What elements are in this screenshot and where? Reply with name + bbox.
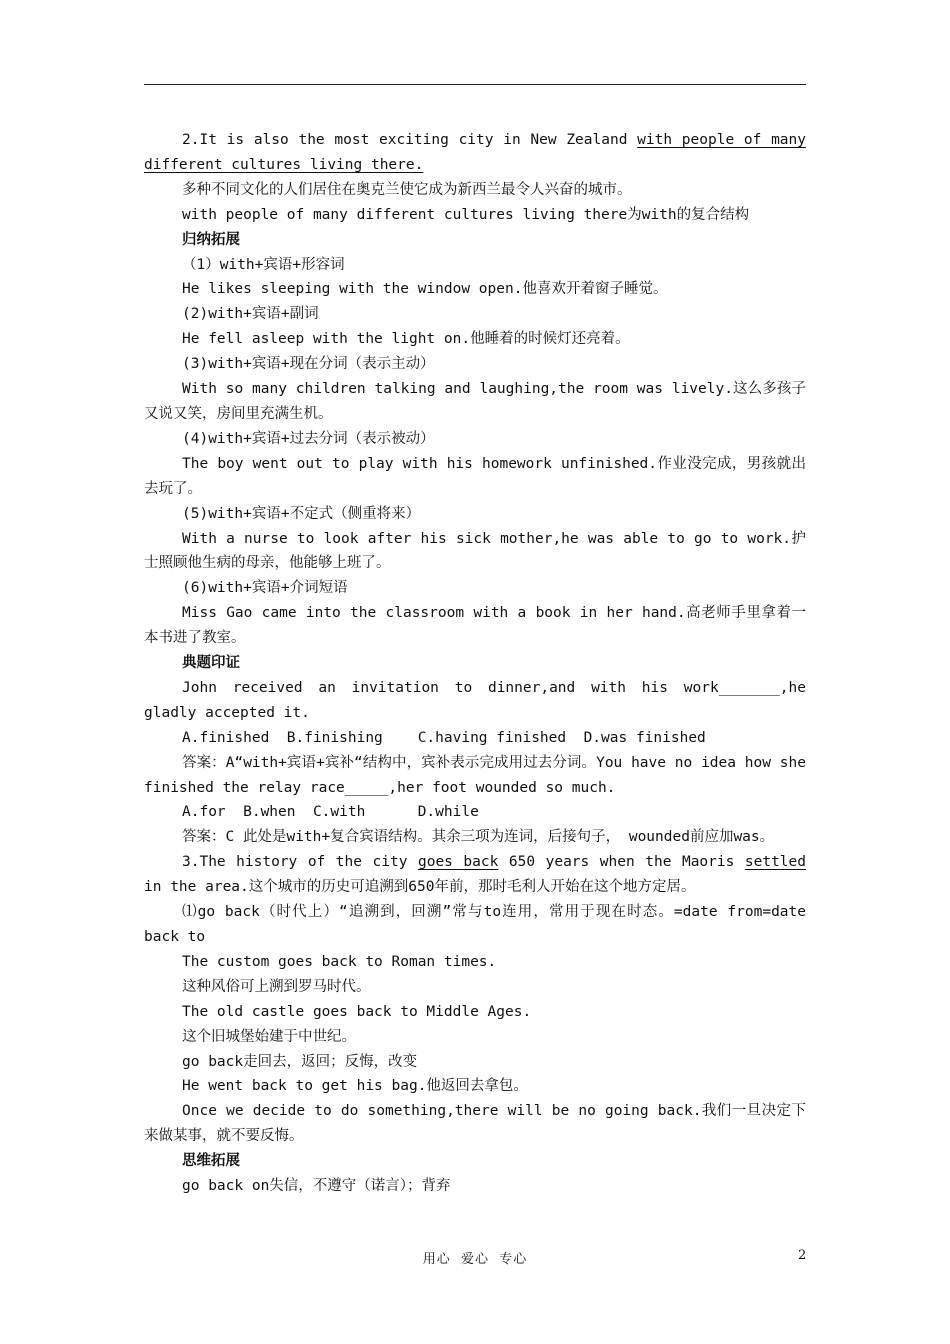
item-label: (6)with+宾语+介词短语 [182,580,348,597]
header-rule [144,84,806,85]
underlined-phrase: settled [744,854,806,871]
item-example: Miss Gao came into the classroom with a book in her hand.高老师手里拿着一本书进了教室。 [144,605,806,647]
example-2: The old castle goes back to Middle Ages. [182,1003,532,1020]
section2-sentence [144,128,806,178]
page-footer [0,1242,950,1266]
item-label: (4)with+宾语+过去分词（表示被动） [182,430,435,447]
page-number: 2 [798,1248,807,1263]
summary-heading: 归纳拓展 [182,231,240,248]
footer-motto: 用心 爱心 专心 [422,1252,528,1267]
section3-sentence [144,850,806,900]
point-3: go back on失信，不遵守（诺言）；背弃 [182,1178,451,1195]
item-label: (2)with+宾语+副词 [182,306,319,323]
section2-translation: 多种不同文化的人们居住在奥克兰使它成为新西兰最令人兴奋的城市。 [182,181,632,198]
underlined-phrase: goes back [417,854,499,871]
example-1: The custom goes back to Roman times. [182,953,497,970]
point-1: ⑴go back（时代上）“追溯到，回溯”常与to连用，常用于现在时态。=date from=date back to [144,904,806,945]
item-label: (5)with+宾语+不定式（侧重将来） [182,505,421,522]
sentence-text: 650 years when the Maoris [498,854,745,871]
question-2-answer: 答案：C 此处是with+复合宾语结构。其余三项为连词，后接句子， wounded前应加was。 [182,829,775,846]
example-3: He went back to get his bag.他返回去拿包。 [182,1078,528,1095]
item-example: With so many children talking and laughing,the room was lively.这么多孩子又说又笑，房间里充满生机。 [144,381,806,422]
question-1-answer: 答案：A“with+宾语+宾补“结构中，宾补表示完成用过去分词。You have no idea how she finished the relay race_____,her foot wounded so much. [144,754,806,796]
thinking-heading: 思维拓展 [182,1153,240,1170]
sentence-text: in the area.这个城市的历史可追溯到650年前，那时毛利人开始在这个地方定居。 [144,879,696,896]
question-1: John received an invitation to dinner,and with his work_______,he gladly accepted it. [144,679,806,721]
section2-note: with people of many different cultures living there为with的复合结构 [182,206,750,223]
example-1-translation: 这种风俗可上溯到罗马时代。 [182,978,371,995]
example-4: Once we decide to do something,there will be no going back.我们一旦决定下来做某事，就不要反悔。 [144,1103,806,1145]
item-example: The boy went out to play with his homework unfinished.作业没完成，男孩就出去玩了。 [144,455,806,497]
item-label: （1）with+宾语+形容词 [182,256,345,273]
sentence-text: 3.The history of the city [182,854,418,871]
item-label: (3)with+宾语+现在分词（表示主动） [182,356,435,373]
item-example: With a nurse to look after his sick mother,he was able to go to work.护士照顾他生病的母亲，他能够上班了。 [144,530,806,572]
underlined-phrase: with people of many different cultures living there. [144,132,806,173]
item-example: He fell asleep with the light on.他睡着的时候灯还亮着。 [182,331,630,348]
page-content [144,128,806,1199]
item-example: He likes sleeping with the window open.他喜欢开着窗子睡觉。 [182,281,668,298]
exercise-heading: 典题印证 [182,655,240,672]
sentence-text: 2.It is also the most exciting city in New Zealand [182,132,638,148]
point-2: go back走回去，返回；反悔，改变 [182,1053,418,1070]
question-1-options: A.finished B.finishing C.having finished D.was finished [182,729,706,746]
question-2-options: A.for B.when C.with D.while [182,804,479,821]
example-2-translation: 这个旧城堡始建于中世纪。 [182,1028,356,1045]
